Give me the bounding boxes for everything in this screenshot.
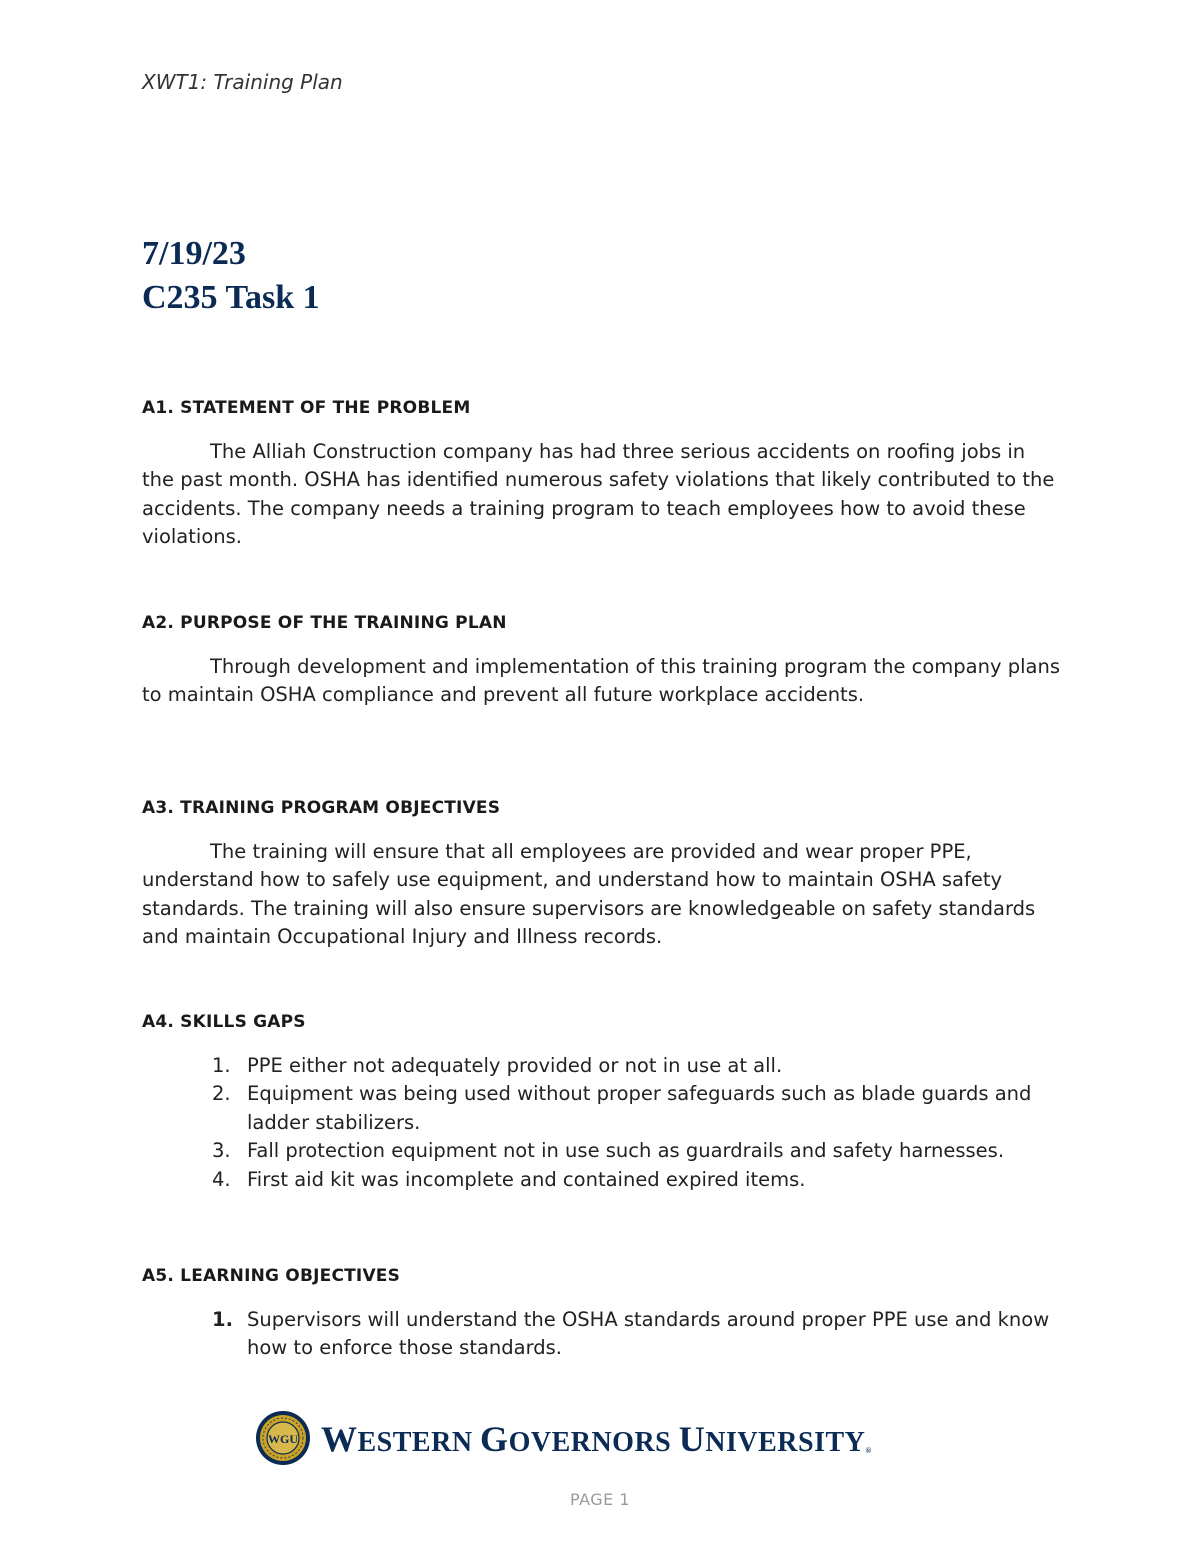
section-heading: A2. PURPOSE OF THE TRAINING PLAN [142,613,507,633]
wordmark-initial: G [480,1419,509,1459]
skills-gaps-list [142,1052,1062,1194]
wordmark-rest: NIVERSITY [705,1427,866,1458]
list-text: Equipment was being used without proper safeguards such as blade guards and ladder stabilizers. [247,1082,1032,1134]
list-text: PPE either not adequately provided or not in use at all. [247,1054,783,1077]
section-heading: A1. STATEMENT OF THE PROBLEM [142,398,471,418]
section-heading: A5. LEARNING OBJECTIVES [142,1266,401,1286]
title-block [142,232,320,320]
wordmark-initial: W [321,1419,358,1459]
seal-letters: WGU [268,1432,298,1446]
list-item [142,1052,1062,1080]
wordmark-rest: ESTERN [357,1427,481,1458]
page-number: PAGE 1 [569,1490,631,1509]
section-body: Through development and implementation of this training program the company plans to maintain OSHA compliance and prevent all future workplace accidents. [142,655,1060,707]
list-text: Fall protection equipment not in use such as guardrails and safety harnesses. [247,1139,1005,1163]
list-number: 1. [212,1308,233,1331]
list-item [142,1306,1062,1363]
wordmark-rest: OVERNORS [508,1427,679,1458]
section-heading: A3. TRAINING PROGRAM OBJECTIVES [142,798,501,818]
list-number: 2. [212,1082,231,1106]
section-a2 [142,611,1062,710]
list-number: 1. [212,1054,231,1077]
list-item [142,1137,1062,1165]
list-number: 3. [212,1139,231,1163]
list-text: Supervisors will understand the OSHA standards around proper PPE use and know how to enforce those standards. [247,1308,1050,1360]
list-number: 4. [212,1167,231,1191]
wgu-logo [255,1410,915,1470]
running-header: XWT1: Training Plan [142,70,343,94]
list-item [142,1080,1062,1137]
section-a3 [142,796,1062,952]
registered-mark: ® [865,1446,872,1455]
university-seal-icon [255,1410,311,1466]
section-a4 [142,1010,1062,1194]
list-text: First aid kit was incomplete and contained expired items. [247,1167,806,1191]
learning-objectives-list [142,1306,1062,1363]
section-heading: A4. SKILLS GAPS [142,1012,306,1032]
list-item [142,1166,1062,1194]
section-a1 [142,396,1062,552]
section-a5 [142,1264,1062,1363]
university-wordmark [321,1418,872,1460]
section-body: The Alliah Construction company has had three serious accidents on roofing jobs in the past month. OSHA has identified numerous safety violations that likely contributed to the accidents. The company needs a training program to teach employees how to avoid these violations. [142,440,1055,549]
document-title: C235 Task 1 [142,279,320,316]
document-date: 7/19/23 [142,235,246,272]
section-body: The training will ensure that all employees are provided and wear proper PPE, understand how to safely use equipment, and understand how to maintain OSHA safety standards. The training will also ensure supervisors are knowledgeable on safety standards and maintain Occupational Injury and Illness records. [142,840,1036,949]
wordmark-initial: U [678,1419,706,1459]
